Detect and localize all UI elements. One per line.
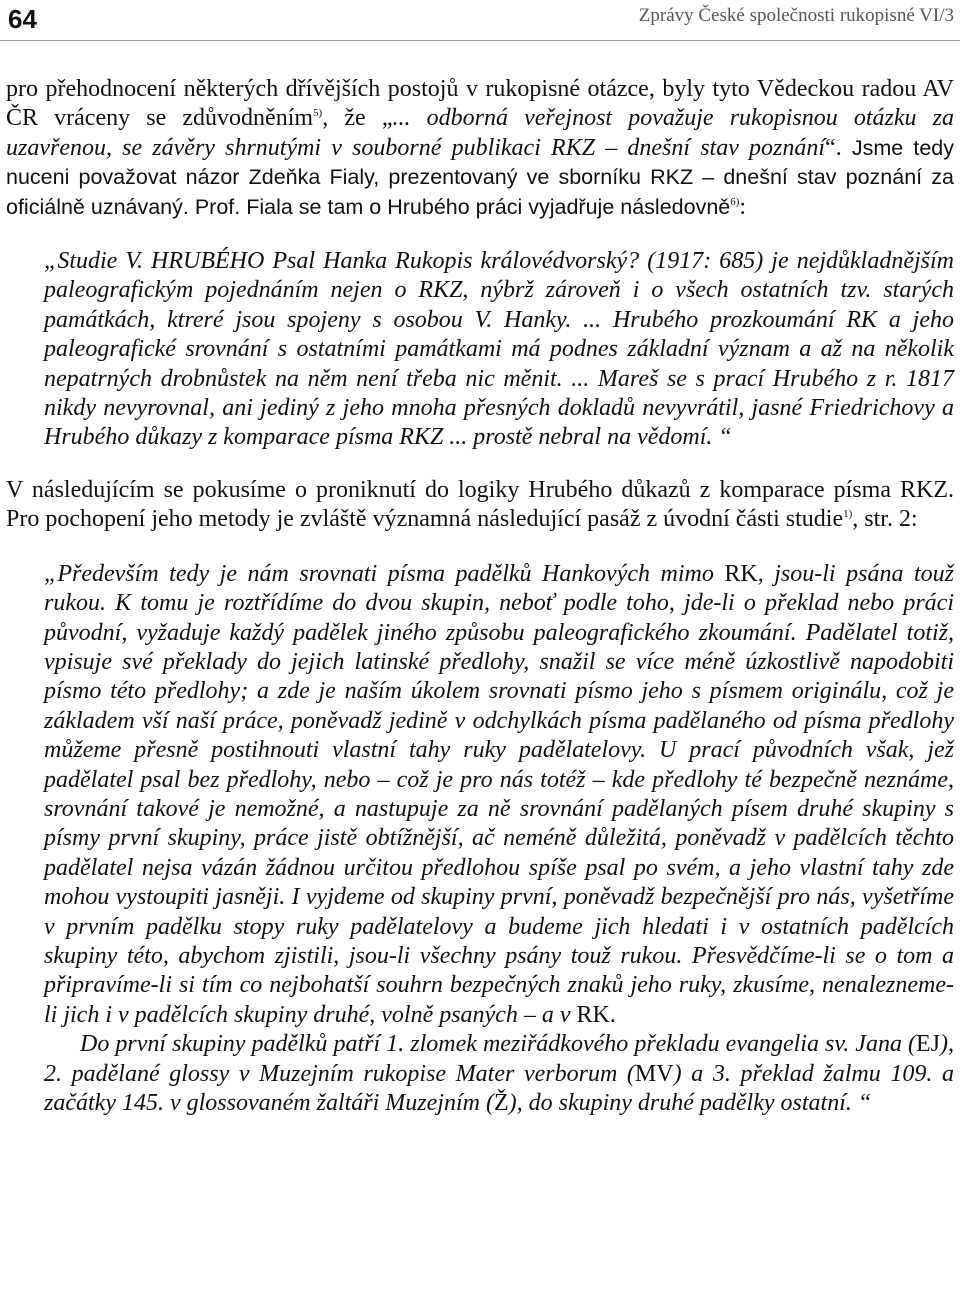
running-head: Zprávy České společnosti rukopisné VI/3 bbox=[638, 5, 954, 26]
abbr-rk: RK bbox=[576, 1001, 610, 1028]
intro-text-3: “. bbox=[825, 134, 852, 161]
hruby-quote-text-2: , jsou-li psána touž rukou. K tomu je roztřídíme do dvou skupin, neboť podle toho, jde-li o překlad nebo práci původní, vyžaduje každý padělek jiného způsobu paleografického zkoumání. Padělatel totiž, vpisuje své překlady do jejich latinské předlohy, snažil se více méně úzkostlivě napodobiti písmo této předlohy; a zde je naším úkolem srovnati písmo jeho s písmem originálu, což je základem vší naší práce, poněvadž jedině v odchylkách písma padělaného od písma předlohy můžeme přesně postihnouti vlastní tahy ruky padělatelovy. U prací původních však, jež padělatel psal bez předlohy, nebo – což je pro nás totéž – kde předlohy té bezpečně neznáme, srovnání takové je nemožné, a nastupuje za ně srovnání padělaných písem druhé skupiny s písmy první skupiny, práce jistě obtížnější, ač neméně důležitá, poněvadž v padělcích těchto padělatel nejsa vázán žádnou určitou předlohou spíše psal po svém, a jeho vlastní tahy zde mohou vystoupiti jasněji. I vyjdeme od skupiny první, poněvadž bezpečnější pro nás, vyšetříme v prvním padělku stopy ruky padělatelovy a budeme jich hledati i v ostatních padělcích skupiny této, abychom zjistili, jsou-li všechny psány touž rukou. Přesvědčíme-li se o tom a připravíme-li si tím co nejbohatší souhrn bezpečných znaků jeho ruky, zkusíme, nenalezneme-li jich i v padělcích skupiny druhé, volně psaných – a v bbox=[44, 560, 954, 1028]
hruby-quote-continued bbox=[44, 1030, 954, 1118]
hruby-quote bbox=[44, 560, 954, 1031]
fiala-quote-end: “ bbox=[712, 424, 732, 451]
spacer bbox=[6, 453, 954, 476]
abbr-mv: MV bbox=[634, 1060, 674, 1087]
footnote-ref-1: 1) bbox=[843, 508, 853, 521]
fiala-quote-text: „Studie V. HRUBÉHO Psal Hanka Rukopis královédvorský? (1917: 685) je nejdůkladnějším paleografickým pojednáním nejen o RKZ, nýbrž zároveň i o všech ostatních tzv. starých památkách, ktreré jsou spojeny s osobou V. Hanky. ... Hrubého prozkoumání RK a jeho paleografické srovnání s ostatními památkami má podnes základní význam a až na několik nepatrných drobnůstek na něm není třeba nic měnit. ... Mareš se s prací Hrubého z r. 1817 nikdy nevyrovnal, ani jediný z jeho mnoha přesných dokladů nevyvrátil, jasné Friedrichovy a Hrubého důkazy z komparace písma RKZ ... prostě nebral na vědomí. bbox=[44, 248, 954, 451]
method-paragraph bbox=[6, 476, 954, 535]
intro-text-2: , že „ bbox=[322, 105, 393, 132]
fiala-quote bbox=[44, 247, 954, 453]
hruby-quote-period: . bbox=[609, 1001, 616, 1028]
page-body bbox=[6, 75, 954, 1118]
page-header bbox=[0, 0, 960, 41]
footnote-ref-6: 6) bbox=[730, 195, 740, 208]
hruby-quote-end: “ bbox=[851, 1090, 872, 1116]
hruby-quote-text-5: ) a 3. překlad žalmu 109. a začátky 145. v glossovaném žaltáři Muzejním ( bbox=[44, 1060, 955, 1116]
intro-paragraph bbox=[6, 75, 954, 222]
intro-text: pro přehodnocení některých dřívějších postojů v rukopisné otázce, byly tyto Vědeckou radou AV ČR vráceny se zdůvodněním bbox=[6, 76, 954, 132]
method-text: V následujícím se pokusíme o proniknutí do logiky Hrubého důkazů z komparace písma RKZ. Pro pochopení jeho metody je zvláště významná následující pasáž z úvodní části studie bbox=[6, 476, 954, 533]
citation-council: ... odborná veřejnost považuje rukopisnou otázku za uzavřenou, se závěry shrnutými v souborné publikaci RKZ – dnešní stav poznání bbox=[6, 105, 954, 161]
page-number: 64 bbox=[8, 4, 37, 34]
footnote-ref-5: 5) bbox=[313, 107, 323, 120]
spacer bbox=[6, 222, 954, 247]
intro-colon: : bbox=[739, 193, 747, 220]
intro-statement: Jsme tedy nuceni považovat názor Zdeňka Fialy, prezentovaný ve sborníku RKZ – dnešní stav poznání za oficiálně uznávaný. Prof. Fiala se tam o Hrubého práci vyjadřuje následovně bbox=[6, 135, 955, 219]
method-text-2: , str. 2: bbox=[852, 506, 918, 533]
hruby-quote-text-4: ), 2. padělané glossy v Muzejním rukopise Mater verborum ( bbox=[44, 1031, 954, 1087]
hruby-quote-text: „Především tedy je nám srovnati písma padělků Hankových mimo bbox=[44, 560, 725, 587]
abbr-z: Ž bbox=[493, 1090, 509, 1116]
abbr-rk: RK bbox=[724, 560, 758, 587]
hruby-quote-text-6: ), do skupiny druhé padělky ostatní. bbox=[508, 1090, 852, 1116]
abbr-ej: EJ bbox=[916, 1031, 940, 1058]
hruby-quote-text-3: Do první skupiny padělků patří 1. zlomek meziřádkového překladu evangelia sv. Jana ( bbox=[80, 1031, 916, 1058]
spacer bbox=[6, 535, 954, 560]
